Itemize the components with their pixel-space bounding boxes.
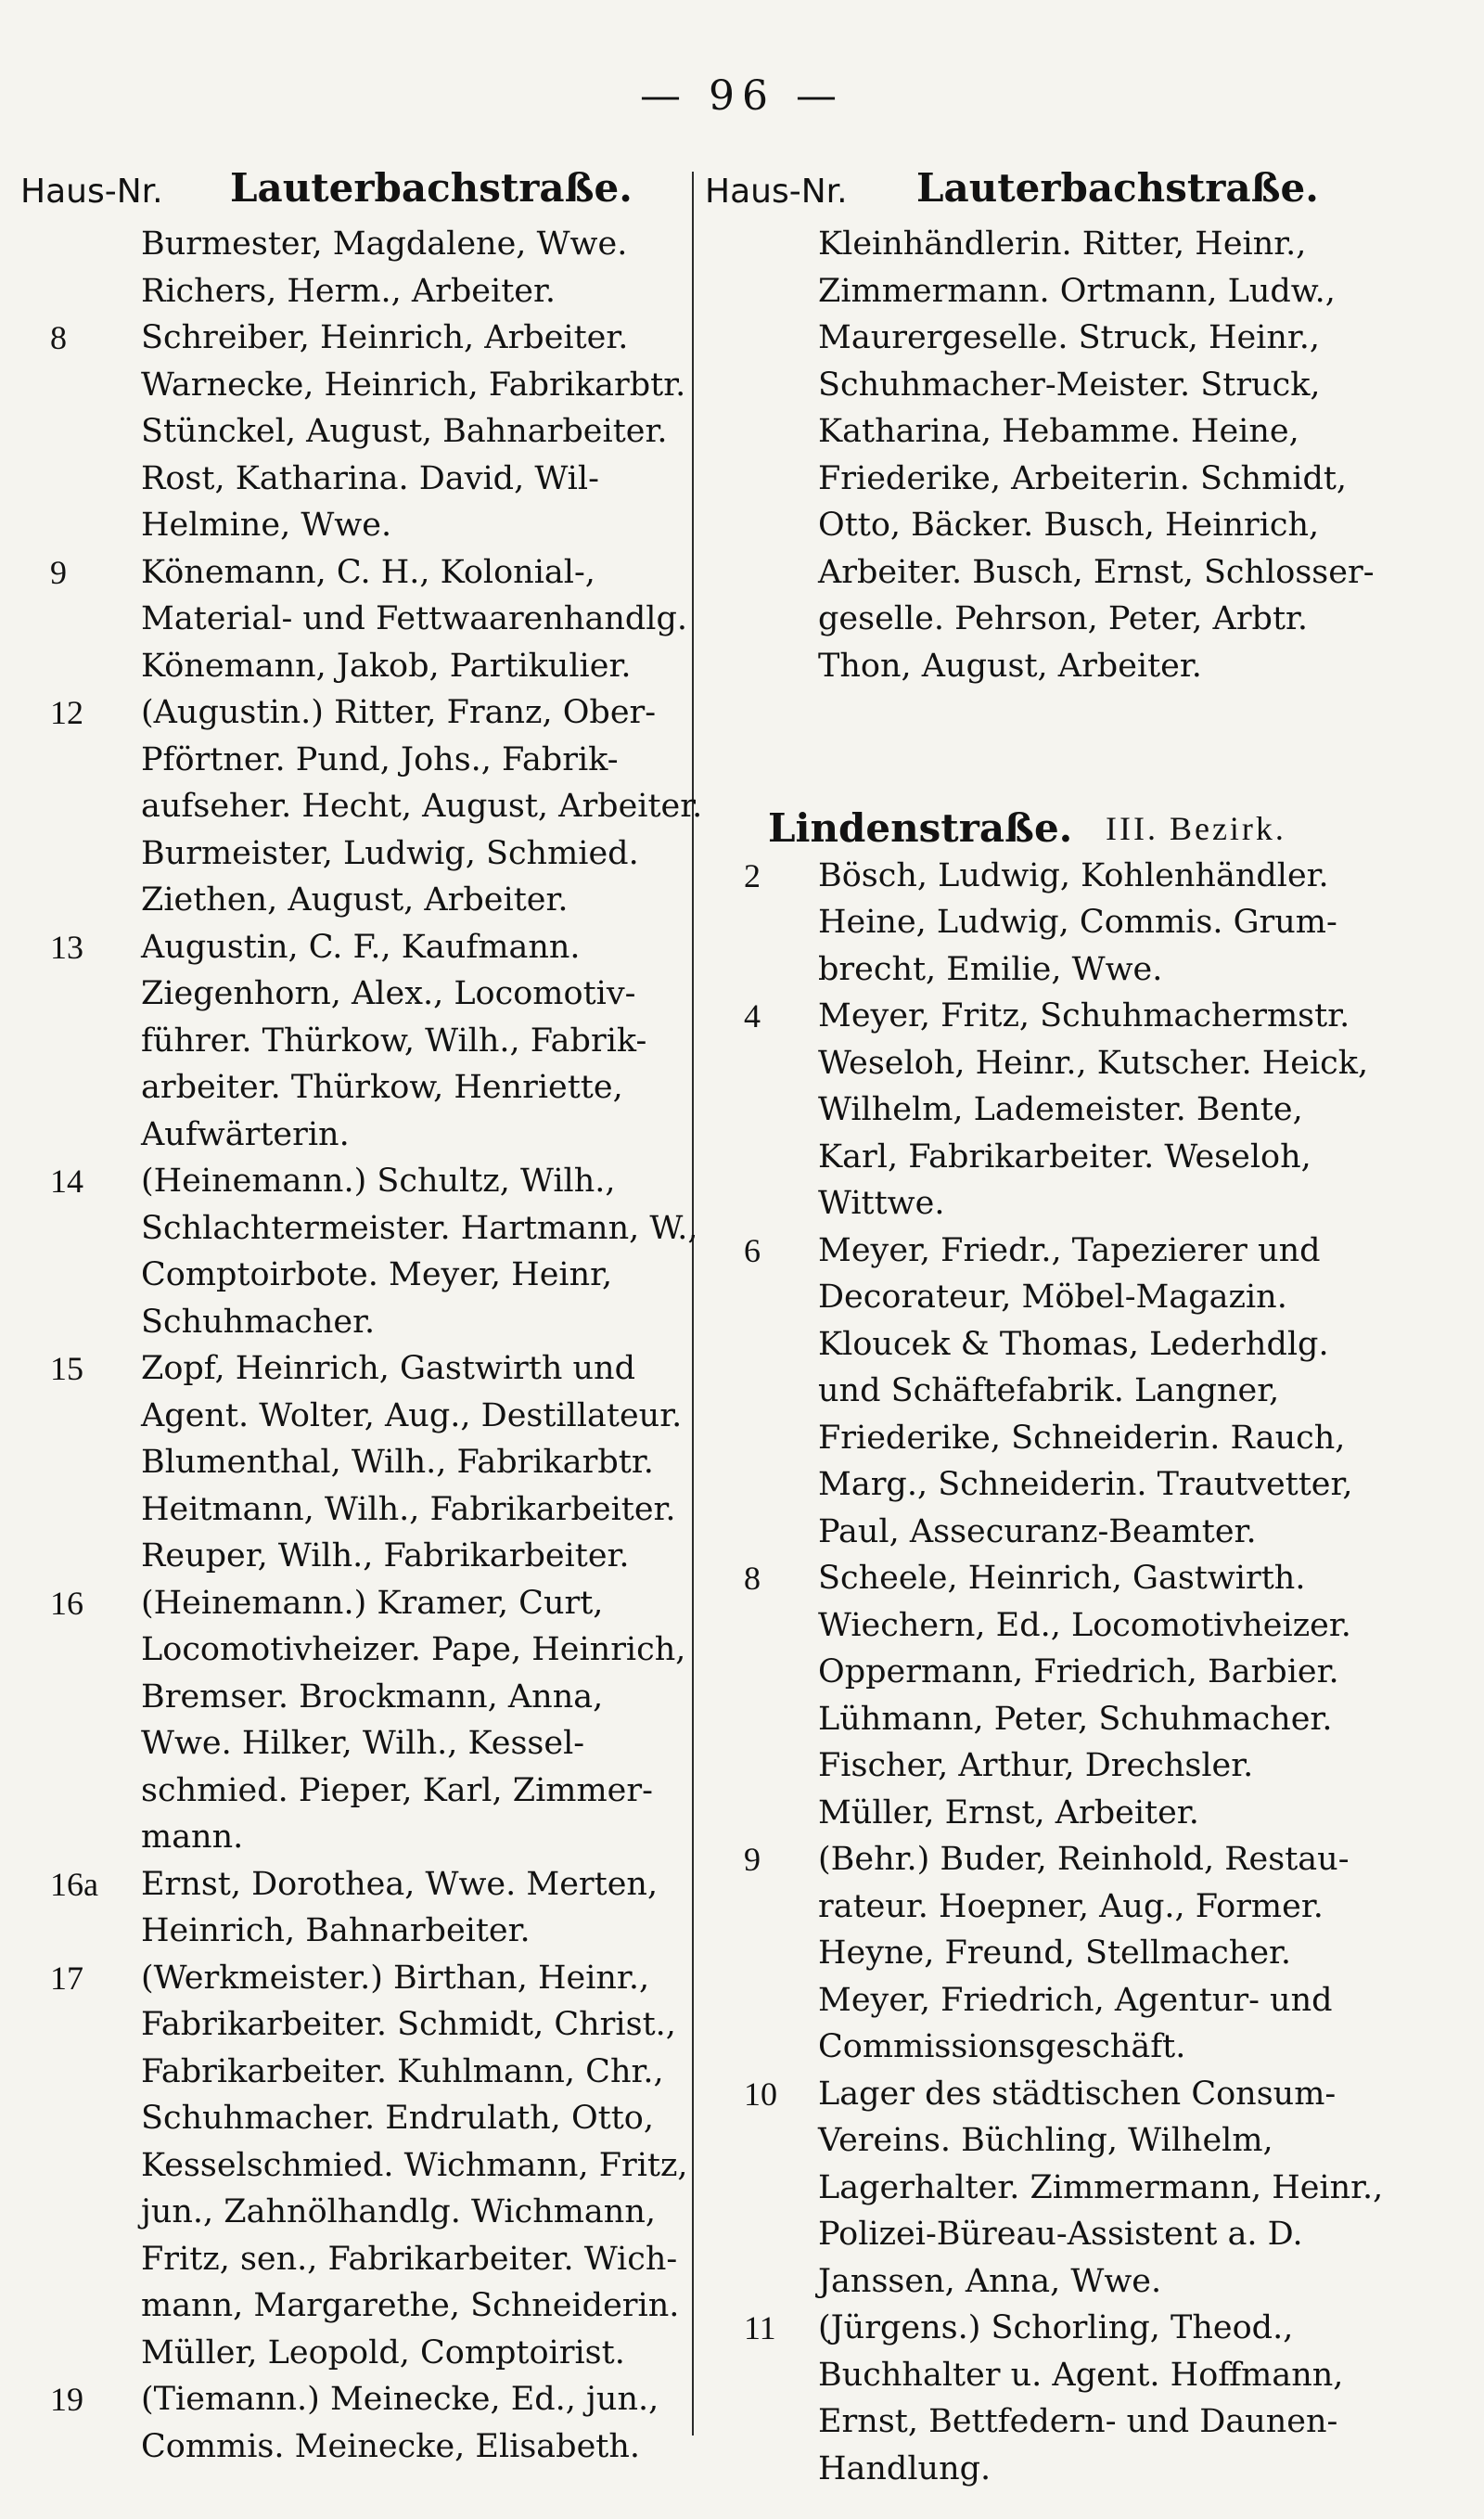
entry-text: Fischer, Arthur, Drechsler.: [818, 1747, 1254, 1784]
house-number: 8: [50, 319, 67, 356]
entry-line: [20, 877, 688, 924]
entry-text: Karl, Fabrikarbeiter. Weseloh,: [818, 1137, 1311, 1176]
entry-text: Lühmann, Peter, Schuhmacher.: [818, 1700, 1333, 1738]
entry-line: [705, 1742, 1484, 1790]
entry-line: [20, 1720, 688, 1767]
entry-line: [20, 1112, 688, 1159]
entry-text: Friederike, Schneiderin. Rauch,: [818, 1419, 1346, 1457]
entry-text: Marg., Schneiderin. Trautvetter,: [818, 1466, 1353, 1503]
section-gap: [705, 689, 1484, 805]
entry-text: arbeiter. Thürkow, Henriette,: [141, 1069, 623, 1106]
entry-text: Comptoirbote. Meyer, Heinr,: [141, 1256, 613, 1293]
entry-text: Thon, August, Arbeiter.: [818, 647, 1202, 685]
entry-line: [705, 2211, 1484, 2258]
entry-text: Material- und Fettwaarenhandlg.: [141, 600, 688, 637]
entry-text: Meyer, Friedrich, Agentur- und: [818, 1981, 1333, 2019]
entry-line: [705, 2165, 1484, 2212]
entry-text: Heitmann, Wilh., Fabrikarbeiter.: [141, 1490, 676, 1528]
entry-line: [705, 1134, 1484, 1181]
entry-line: [20, 924, 688, 971]
right-column-header: [705, 165, 1484, 221]
entry-line: [705, 1883, 1484, 1931]
entry-line: [20, 1580, 688, 1627]
entry-text: Commis. Meinecke, Elisabeth.: [141, 2427, 641, 2465]
entry-line: [705, 2117, 1484, 2165]
entry-text: Könemann, C. H., Kolonial-,: [141, 553, 595, 591]
entry-line: [20, 2142, 688, 2190]
entry-line: [20, 1158, 688, 1205]
entry-text: aufseher. Hecht, August, Arbeiter.: [141, 788, 703, 825]
entry-line: [705, 1930, 1484, 1977]
entry-text: Ernst, Bettfedern- und Daunen-: [818, 2403, 1338, 2440]
entry-line: [705, 408, 1484, 456]
entry-text: Rost, Katharina. David, Wil-: [141, 459, 599, 497]
house-number: 17: [50, 1959, 83, 1997]
entry-line: [20, 1393, 688, 1440]
entry-text: Reuper, Wilh., Fabrikarbeiter.: [141, 1537, 630, 1574]
section-district: III. Bezirk.: [1106, 810, 1286, 847]
entry-text: Polizei-Büreau-Assistent a. D.: [818, 2216, 1303, 2253]
entry-text: Stünckel, August, Bahnarbeiter.: [141, 413, 668, 450]
entry-text: Burmeister, Ludwig, Schmied.: [141, 834, 639, 872]
entry-text: (Tiemann.) Meinecke, Ed., jun.,: [141, 2381, 659, 2418]
entry-line: [20, 1955, 688, 2002]
entry-text: Vereins. Büchling, Wilhelm,: [818, 2122, 1273, 2159]
entry-text: Locomotivheizer. Pape, Heinrich,: [141, 1631, 686, 1668]
entry-text: Fabrikarbeiter. Kuhlmann, Chr.,: [141, 2052, 664, 2090]
entry-text: Janssen, Anna, Wwe.: [818, 2262, 1162, 2300]
entry-line: [705, 1180, 1484, 1227]
entry-text: Pförtner. Pund, Johs., Fabrik-: [141, 740, 619, 778]
entry-line: [705, 2024, 1484, 2071]
entry-line: [20, 2330, 688, 2377]
entry-line: [20, 2423, 688, 2471]
house-number: 2: [744, 856, 761, 894]
entry-line: [705, 1790, 1484, 1837]
entry-text: (Augustin.) Ritter, Franz, Ober-: [141, 694, 657, 731]
entry-text: Friederike, Arbeiterin. Schmidt,: [818, 459, 1348, 497]
entry-line: [20, 315, 688, 362]
entry-line: [705, 596, 1484, 643]
entry-line: [705, 315, 1484, 362]
entry-text: mann.: [141, 1819, 244, 1856]
house-number: 4: [744, 997, 761, 1035]
entry-text: Kesselschmied. Wichmann, Fritz,: [141, 2146, 688, 2184]
entry-line: [20, 1064, 688, 1112]
entry-text: Arbeiter. Busch, Ernst, Schlosser-: [818, 553, 1375, 591]
entry-text: Heine, Ludwig, Commis. Grum-: [818, 904, 1337, 941]
entry-line: [20, 643, 688, 690]
entry-text: Oppermann, Friedrich, Barbier.: [818, 1653, 1339, 1690]
house-number: 11: [744, 2309, 776, 2346]
entry-line: [705, 1040, 1484, 1087]
entry-text: führer. Thürkow, Wilh., Fabrik-: [141, 1022, 647, 1060]
entry-text: Ziethen, August, Arbeiter.: [141, 881, 569, 919]
entry-line: [705, 1227, 1484, 1275]
entry-text: Aufwärterin.: [141, 1115, 350, 1153]
entry-line: [20, 830, 688, 878]
left-entry-list: [20, 221, 703, 2470]
entry-line: [20, 362, 688, 409]
entry-line: [705, 1696, 1484, 1743]
entry-text: Augustin, C. F., Kaufmann.: [141, 928, 581, 966]
entry-line: [705, 1086, 1484, 1134]
entry-text: (Heinemann.) Kramer, Curt,: [141, 1584, 604, 1622]
entry-text: Wiechern, Ed., Locomotivheizer.: [818, 1606, 1351, 1644]
entry-line: [20, 1674, 688, 1721]
entry-line: [705, 946, 1484, 994]
entry-text: Helmine, Wwe.: [141, 507, 392, 544]
entry-text: Heyne, Freund, Stellmacher.: [818, 1934, 1292, 1972]
column-divider: [692, 172, 694, 2435]
entry-text: Richers, Herm., Arbeiter.: [141, 272, 556, 310]
entry-line: [705, 1415, 1484, 1462]
entry-text: Ziegenhorn, Alex., Locomotiv-: [141, 975, 636, 1012]
entry-line: [20, 1861, 688, 1909]
entry-line: [20, 1533, 688, 1580]
street-heading: Lauterbachstraße.: [230, 165, 633, 211]
entry-text: Lager des städtischen Consum-: [818, 2075, 1337, 2113]
entry-line: [20, 2189, 688, 2236]
entry-line: [705, 1602, 1484, 1650]
entry-line: [20, 1626, 688, 1674]
right-column: [705, 165, 1484, 2492]
entry-line: [705, 1555, 1484, 1602]
house-number: 15: [50, 1350, 83, 1387]
entry-text: brecht, Emilie, Wwe.: [818, 950, 1163, 988]
entry-line: [705, 1274, 1484, 1321]
entry-text: Blumenthal, Wilh., Fabrikarbtr.: [141, 1444, 654, 1481]
entry-text: Kloucek & Thomas, Lederhdlg.: [818, 1325, 1329, 1363]
house-number: 12: [50, 694, 83, 731]
right-entry-list-bottom: [705, 853, 1484, 2493]
entry-line: [705, 643, 1484, 690]
entry-line: [20, 456, 688, 503]
entry-line: [705, 502, 1484, 549]
entry-text: Meyer, Fritz, Schuhmachermstr.: [818, 997, 1350, 1035]
entry-line: [705, 2398, 1484, 2446]
entry-line: [20, 1205, 698, 1253]
entry-line: [705, 1461, 1484, 1509]
entry-line: [20, 2095, 688, 2142]
entry-line: [20, 1767, 688, 1815]
street-heading: Lauterbachstraße.: [916, 165, 1319, 211]
right-entry-list-top: [705, 221, 1484, 689]
entry-text: Schreiber, Heinrich, Arbeiter.: [141, 319, 629, 356]
house-number: 19: [50, 2381, 83, 2418]
entry-text: Fritz, sen., Fabrikarbeiter. Wich-: [141, 2240, 678, 2278]
entry-text: (Heinemann.) Schultz, Wilh.,: [141, 1163, 616, 1200]
entry-line: [20, 1299, 688, 1346]
entry-line: [20, 549, 688, 597]
entry-line: [705, 1836, 1484, 1883]
entry-text: Decorateur, Möbel-Magazin.: [818, 1279, 1287, 1316]
entry-line: [20, 1252, 688, 1299]
entry-text: Könemann, Jakob, Partikulier.: [141, 647, 632, 685]
house-number: 6: [744, 1231, 761, 1269]
entry-line: [705, 1509, 1484, 1556]
entry-line: [705, 1649, 1484, 1696]
entry-line: [20, 2236, 688, 2283]
house-number: 16: [50, 1584, 83, 1622]
entry-line: [705, 2352, 1484, 2399]
house-number: 14: [50, 1163, 83, 1200]
entry-text: Fabrikarbeiter. Schmidt, Christ.,: [141, 2006, 676, 2043]
entry-text: Lagerhalter. Zimmermann, Heinr.,: [818, 2168, 1384, 2206]
entry-line: [20, 970, 688, 1018]
left-column: [20, 165, 703, 2470]
entry-text: Burmester, Magdalene, Wwe.: [141, 225, 628, 263]
house-number: 16a: [50, 1865, 98, 1903]
entry-text: Schuhmacher. Endrulath, Otto,: [141, 2100, 654, 2137]
entry-line: [20, 2049, 688, 2096]
entry-line: [20, 1439, 688, 1486]
entry-line: [705, 2446, 1484, 2493]
entry-line: [20, 1814, 688, 1861]
entry-line: [20, 689, 688, 737]
entry-text: (Behr.) Buder, Reinhold, Restau-: [818, 1841, 1350, 1878]
entry-line: [705, 899, 1484, 946]
house-number-label: Haus-Nr.: [20, 173, 163, 211]
entry-text: Maurergeselle. Struck, Heinr.,: [818, 319, 1321, 356]
entry-text: Wwe. Hilker, Wilh., Kessel-: [141, 1725, 585, 1762]
house-number: 9: [744, 1841, 761, 1878]
entry-text: rateur. Hoepner, Aug., Former.: [818, 1887, 1324, 1925]
entry-text: Schuhmacher.: [141, 1303, 376, 1341]
entry-text: geselle. Pehrson, Peter, Arbtr.: [818, 600, 1309, 637]
entry-line: [705, 1368, 1484, 1415]
entry-text: Buchhalter u. Agent. Hoffmann,: [818, 2356, 1344, 2394]
entry-line: [705, 456, 1484, 503]
entry-text: Wilhelm, Lademeister. Bente,: [818, 1091, 1303, 1128]
entry-text: (Jürgens.) Schorling, Theod.,: [818, 2309, 1294, 2346]
entry-text: Meyer, Friedr., Tapezierer und: [818, 1231, 1321, 1269]
entry-line: [20, 2282, 688, 2330]
entry-text: (Werkmeister.) Birthan, Heinr.,: [141, 1959, 650, 1997]
section-street: Lindenstraße.: [768, 805, 1073, 851]
entry-line: [20, 1018, 688, 1065]
entry-text: Wittwe.: [818, 1185, 945, 1222]
entry-text: Scheele, Heinrich, Gastwirth.: [818, 1560, 1306, 1597]
entry-line: [705, 2071, 1484, 2118]
entry-text: jun., Zahnölhandlg. Wichmann,: [141, 2193, 657, 2230]
entry-text: Agent. Wolter, Aug., Destillateur.: [141, 1396, 683, 1434]
section-heading: [705, 805, 1484, 853]
entry-text: Paul, Assecuranz-Beamter.: [818, 1512, 1257, 1550]
entry-line: [20, 2001, 688, 2049]
entry-text: Müller, Leopold, Comptoirist.: [141, 2333, 625, 2371]
entry-line: [20, 1345, 688, 1393]
entry-line: [705, 1977, 1484, 2024]
entry-line: [705, 993, 1484, 1040]
entry-text: Heinrich, Bahnarbeiter.: [141, 1912, 531, 1949]
entry-line: [20, 783, 703, 830]
house-number: 8: [744, 1560, 761, 1597]
house-number-label: Haus-Nr.: [705, 173, 848, 211]
entry-text: Schuhmacher-Meister. Struck,: [818, 366, 1321, 404]
entry-line: [705, 268, 1484, 315]
entry-line: [705, 2258, 1484, 2306]
entry-text: Ernst, Dorothea, Wwe. Merten,: [141, 1865, 659, 1903]
entry-line: [705, 362, 1484, 409]
entry-text: und Schäftefabrik. Langner,: [818, 1372, 1280, 1409]
entry-text: Handlung.: [818, 2449, 991, 2487]
page-number: — 96 —: [640, 72, 844, 120]
entry-line: [20, 1908, 688, 1955]
house-number: 13: [50, 928, 83, 966]
entry-text: Weseloh, Heinr., Kutscher. Heick,: [818, 1044, 1369, 1082]
entry-line: [20, 2376, 688, 2423]
entry-text: Zimmermann. Ortmann, Ludw.,: [818, 272, 1336, 310]
entry-text: Zopf, Heinrich, Gastwirth und: [141, 1350, 635, 1387]
house-number: 10: [744, 2075, 777, 2113]
entry-line: [705, 221, 1484, 268]
entry-line: [20, 596, 688, 643]
entry-line: [705, 2305, 1484, 2352]
entry-text: Kleinhändlerin. Ritter, Heinr.,: [818, 225, 1307, 263]
entry-line: [20, 408, 688, 456]
entry-line: [20, 268, 688, 315]
entry-text: Bösch, Ludwig, Kohlenhändler.: [818, 856, 1329, 894]
house-number: 9: [50, 553, 67, 591]
entry-text: Bremser. Brockmann, Anna,: [141, 1677, 604, 1716]
entry-text: Katharina, Hebamme. Heine,: [818, 413, 1299, 450]
entry-line: [705, 1321, 1484, 1369]
entry-text: Commissionsgeschäft.: [818, 2028, 1186, 2065]
entry-text: schmied. Pieper, Karl, Zimmer-: [141, 1771, 653, 1809]
entry-text: Warnecke, Heinrich, Fabrikarbtr.: [141, 366, 686, 404]
entry-line: [705, 549, 1484, 597]
entry-text: Müller, Ernst, Arbeiter.: [818, 1793, 1199, 1831]
entry-line: [20, 737, 688, 784]
entry-line: [20, 502, 688, 549]
left-column-header: [20, 165, 688, 221]
entry-line: [705, 853, 1484, 900]
entry-line: [20, 221, 688, 268]
entry-text: Schlachtermeister. Hartmann, W.,: [141, 1209, 698, 1247]
entry-line: [20, 1486, 688, 1534]
entry-text: mann, Margarethe, Schneiderin.: [141, 2287, 680, 2324]
entry-text: Otto, Bäcker. Busch, Heinrich,: [818, 507, 1320, 544]
